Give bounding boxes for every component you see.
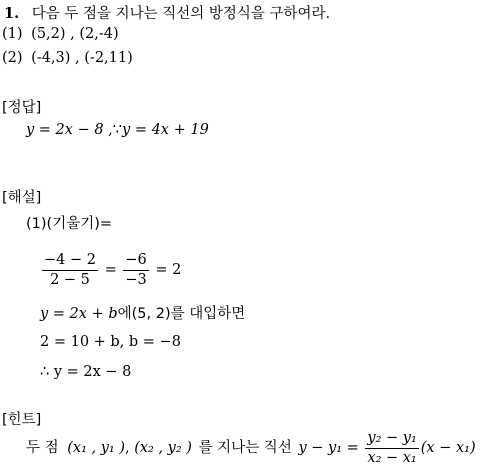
solution-heading: [해설] <box>2 190 42 206</box>
fraction-denominator: 2 − 5 <box>50 271 90 288</box>
item-label: (1) <box>2 26 23 42</box>
problem-number: 1. <box>4 5 20 22</box>
fraction-numerator: −4 − 2 <box>42 252 98 271</box>
solution-line-3: 2 = 10 + b, b = −8 <box>40 334 181 350</box>
hint-middle-text: 를 지나는 직선 <box>198 440 292 457</box>
hint-point-2: (x₂ , y₂ ) <box>134 440 192 457</box>
hint-slope-fraction <box>365 430 418 466</box>
solution-line-2 <box>40 302 245 323</box>
slope-fraction-2 <box>123 252 148 288</box>
hint-prefix: 두 점 <box>26 440 59 457</box>
slope-fraction-1 <box>42 252 98 288</box>
answer-line <box>26 122 209 138</box>
substitution-text: 에(5, 2)를 대입하면 <box>117 306 246 322</box>
problem-question: 다음 두 점을 지나는 직선의 방정식을 구하여라. <box>31 6 331 22</box>
answer-equation-1: y = 2x − 8 <box>26 122 104 138</box>
slope-fraction-line: $\frac{-4 - 2}{2 - 5}$ = $\frac{-6}{-3}$ = 2 <box>44 252 182 288</box>
fraction-denominator: −3 <box>125 271 147 288</box>
item-points: (5,2) , (2,-4) <box>31 26 119 42</box>
hint-lhs: y − y₁ = <box>298 440 359 457</box>
solution-line-4: ∴ y = 2x − 8 <box>40 364 132 380</box>
answer-separator: ,∵ <box>103 122 123 138</box>
answer-heading: [정답] <box>2 100 42 116</box>
slope-result: = 2 <box>155 262 182 279</box>
item-label: (2) <box>2 50 23 66</box>
line-equation: y = 2x + b <box>40 306 118 322</box>
hint-formula-line: 두 점 (x₁ , y₁ ), (x₂ , y₂ ) 를 지나는 직선 y − y₁ = $\frac{\text{y₂ − y₁}}{\text{x₂ − x₁}}$ (x − x₁) <box>26 430 476 466</box>
hint-point-1: (x₁ , y₁ ) <box>67 440 125 457</box>
hint-heading: [힌트] <box>2 412 42 428</box>
item-points: (-4,3) , (-2,11) <box>31 50 133 66</box>
problem-item-1 <box>2 26 119 42</box>
fraction-numerator: −6 <box>123 252 148 271</box>
problem-item-2 <box>2 50 133 66</box>
hint-rhs: (x − x₁) <box>420 440 476 457</box>
fraction-denominator: x₂ − x₁ <box>367 449 417 466</box>
solution-step-title: (1)(기울기)= <box>26 216 113 232</box>
problem-statement <box>4 2 330 23</box>
answer-equation-2: y = 4x + 19 <box>122 122 209 138</box>
fraction-numerator: y₂ − y₁ <box>365 430 418 449</box>
